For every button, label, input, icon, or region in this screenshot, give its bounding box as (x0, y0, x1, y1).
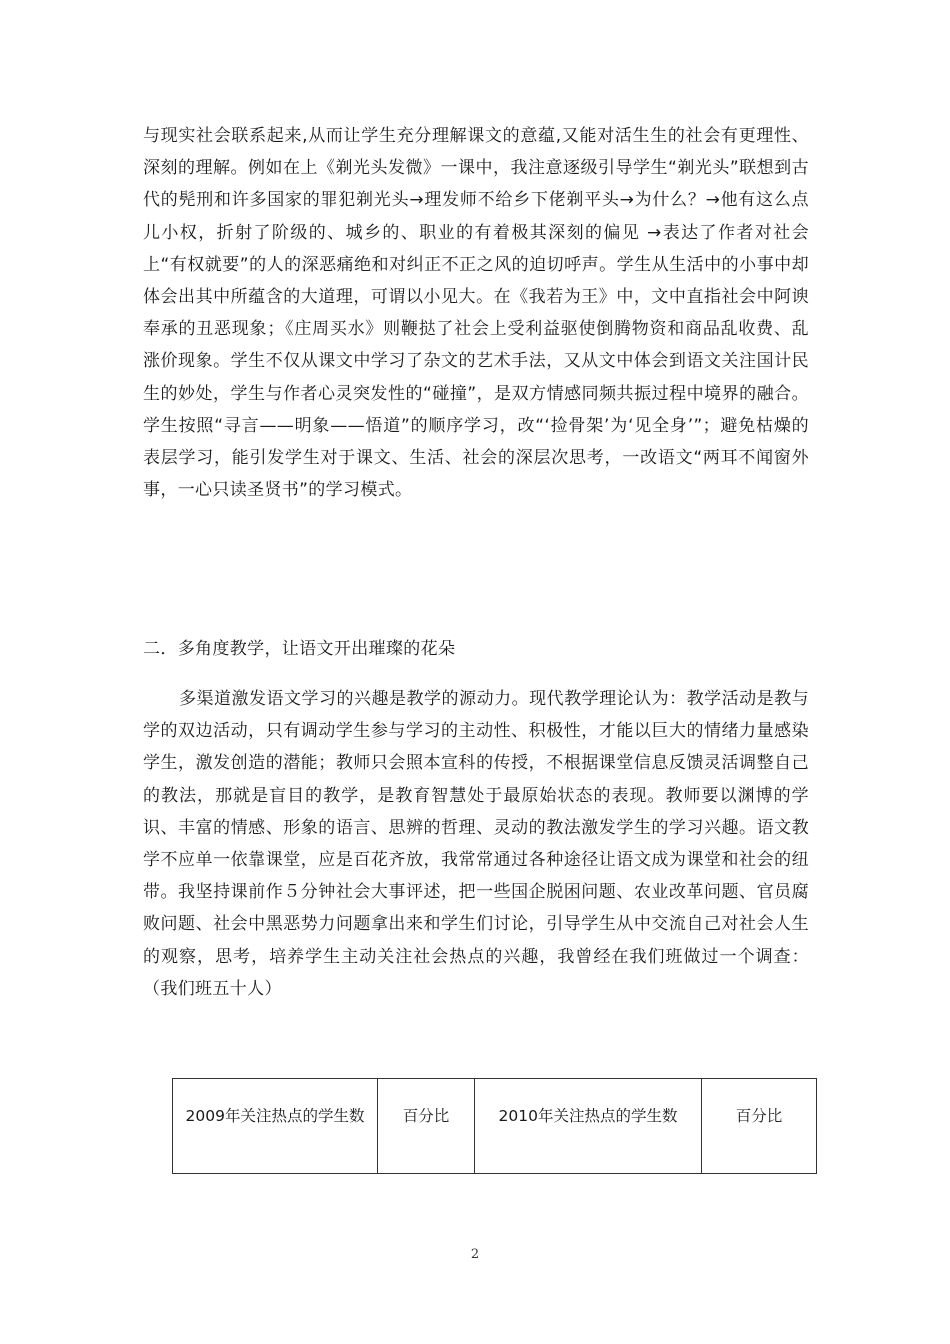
section-heading: 二．多角度教学，让语文开出璀璨的花朵 (143, 639, 456, 659)
body-paragraph-section: 多渠道激发语文学习的兴趣是教学的源动力。现代教学理论认为：教学活动是教与学的双边活动，只有调动学生参与学习的主动性、积极性，才能以巨大的情绪力量感染学生，激发创造的潜能；教师只会照本宣科的传授，不根据课堂信息反馈灵活调整自己的教法，那就是盲目的教学，是教育智慧处于最原始状态的表现。教师要以渊博的学识、丰富的情感、形象的语言、思辨的哲理、灵动的教法激发学生的学习兴趣。语文教学不应单一依靠课堂，应是百花齐放，我常常通过各种途径让语文成为课堂和社会的纽带。我坚持课前作５分钟社会大事评述，把一些国企脱困问题、农业改革问题、官员腐败问题、社会中黑恶势力问题拿出来和学生们讨论，引导学生从中交流自己对社会人生的观察，思考，培养学生主动关注社会热点的兴趣，我曾经在我们班做过一个调查：（我们班五十人） (143, 689, 809, 999)
table-header-cell-2009-count: 2009年关注热点的学生数 (173, 1079, 378, 1174)
body-paragraph-continuation: 与现实社会联系起来,从而让学生充分理解课文的意蕴,又能对活生生的社会有更理性、深刻的理解。例如在上《剃光头发微》一课中，我注意逐级引导学生“剃光头”联想到古代的髡刑和许多国家的罪犯剃光头→理发师不给乡下佬剃平头→为什么？→他有这么点儿小权，折射了阶级的、城乡的、职业的有着极其深刻的偏见 →表达了作者对社会上“有权就要”的人的深恶痛绝和对纠正不正之风的迫切呼声。学生从生活中的小事中却体会出其中所蕴含的大道理，可谓以小见大。在《我若为王》中，文中直指社会中阿谀奉承的丑恶现象；《庄周买水》则鞭挞了社会上受利益驱使倒腾物资和商品乱收费、乱涨价现象。学生不仅从课文中学习了杂文的艺术手法，又从文中体会到语文关注国计民生的妙处，学生与作者心灵突发性的“碰撞”，是双方情感同频共振过程中境界的融合。学生按照“寻言——明象——悟道”的顺序学习，改“‘捡骨架’为‘见全身’”；避免枯燥的表层学习，能引发学生对于课文、生活、社会的深层次思考，一改语文“两耳不闻窗外事，一心只读圣贤书”的学习模式。 (143, 126, 809, 501)
table-header-cell-2010-percent: 百分比 (702, 1079, 817, 1174)
page-number: 2 (470, 1247, 480, 1262)
table-header-row (173, 1079, 817, 1174)
survey-table (172, 1078, 817, 1174)
table-header-cell-2010-count: 2010年关注热点的学生数 (475, 1079, 702, 1174)
table-header-cell-2009-percent: 百分比 (378, 1079, 475, 1174)
